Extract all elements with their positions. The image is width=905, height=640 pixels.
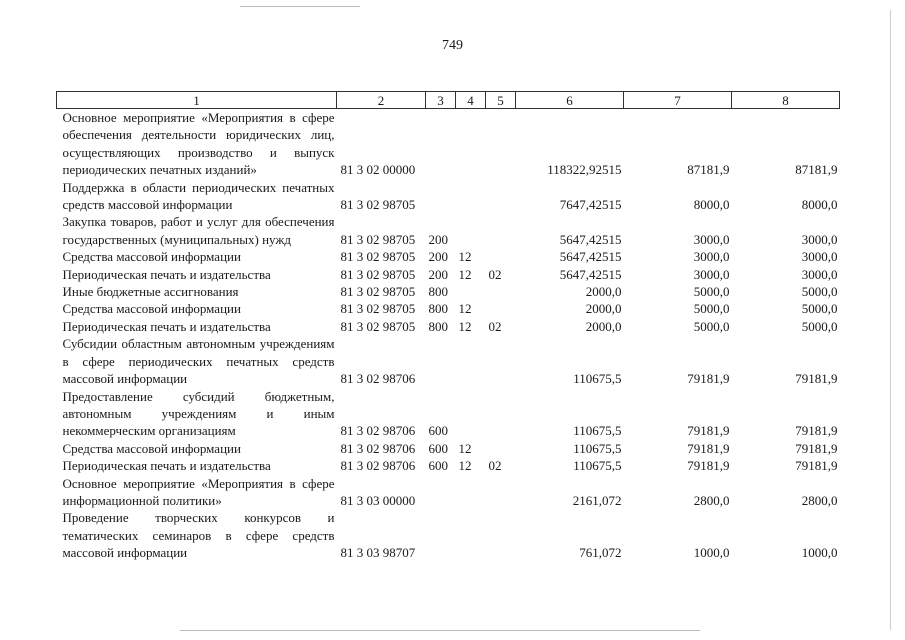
row-section: 12	[458, 458, 472, 474]
table-row	[57, 475, 840, 510]
row-expense-type: 600	[428, 458, 448, 474]
row-subsection: 02	[488, 318, 502, 334]
row-name: Закупка товаров, работ и услуг для обеспечения государственных (муниципальных) нужд	[62, 214, 335, 247]
row-value-col8: 8000,0	[801, 197, 838, 213]
row-name: Средства массовой информации	[62, 249, 241, 265]
row-value-col6: 761,072	[579, 545, 622, 561]
row-code: 81 3 02 98705	[340, 266, 416, 282]
row-value-col6: 5647,42515	[559, 266, 622, 282]
row-expense-type	[426, 475, 456, 510]
row-section	[456, 335, 486, 387]
table-row	[57, 440, 840, 457]
row-subsection	[486, 335, 516, 387]
table-row	[57, 179, 840, 214]
header-col-1: 1	[57, 92, 337, 109]
scan-artifact-bottom	[180, 630, 700, 631]
row-value-col7: 5000,0	[693, 284, 730, 300]
row-expense-type: 200	[428, 266, 448, 282]
row-section	[456, 475, 486, 510]
table-row	[57, 457, 840, 474]
table-header	[57, 92, 840, 109]
header-col-3: 3	[426, 92, 456, 109]
budget-table	[56, 91, 840, 562]
row-value-col6: 110675,5	[573, 371, 622, 387]
header-col-2: 2	[337, 92, 426, 109]
row-subsection	[486, 388, 516, 440]
row-name: Периодическая печать и издательства	[62, 266, 271, 282]
row-value-col6: 2000,0	[585, 284, 622, 300]
row-value-col8: 5000,0	[801, 318, 838, 334]
table-row	[57, 283, 840, 300]
row-value-col8: 1000,0	[801, 545, 838, 561]
row-code: 81 3 02 98705	[340, 318, 416, 334]
row-value-col7: 3000,0	[693, 249, 730, 265]
row-subsection	[486, 509, 516, 561]
row-subsection	[486, 213, 516, 248]
row-section	[456, 283, 486, 300]
row-subsection	[486, 283, 516, 300]
table-body	[57, 109, 840, 562]
table-row	[57, 248, 840, 265]
row-name: Основное мероприятие «Мероприятия в сфере информационной политики»	[62, 475, 335, 508]
row-expense-type: 600	[428, 440, 448, 456]
row-expense-type: 800	[428, 284, 448, 300]
row-value-col6: 7647,42515	[559, 197, 622, 213]
row-name: Периодическая печать и издательства	[62, 458, 271, 474]
row-section: 12	[458, 301, 472, 317]
table-row	[57, 388, 840, 440]
row-expense-type: 200	[428, 231, 448, 247]
row-code: 81 3 02 00000	[340, 162, 416, 178]
row-value-col7: 2800,0	[693, 492, 730, 508]
row-code: 81 3 02 98705	[340, 231, 416, 247]
row-name: Иные бюджетные ассигнования	[62, 284, 239, 300]
table-row	[57, 335, 840, 387]
row-code: 81 3 02 98706	[340, 423, 416, 439]
row-value-col7: 5000,0	[693, 318, 730, 334]
row-name: Основное мероприятие «Мероприятия в сфере обеспечения деятельности юридических лиц, осуществляющих производство и выпуск периодических печатных изданий»	[62, 110, 335, 178]
header-col-6: 6	[516, 92, 624, 109]
row-value-col6: 2000,0	[585, 318, 622, 334]
row-subsection	[486, 300, 516, 317]
row-value-col6: 110675,5	[573, 458, 622, 474]
table-row	[57, 318, 840, 335]
row-value-col7: 3000,0	[693, 266, 730, 282]
row-code: 81 3 02 98706	[340, 458, 416, 474]
row-expense-type	[426, 509, 456, 561]
scan-margin-line	[890, 10, 891, 630]
row-expense-type: 800	[428, 318, 448, 334]
table-row	[57, 509, 840, 561]
row-value-col7: 5000,0	[693, 301, 730, 317]
row-section: 12	[458, 249, 472, 265]
row-code: 81 3 02 98706	[340, 440, 416, 456]
row-name: Субсидии областным автономным учреждениям в сфере периодических печатных средств массовой информации	[62, 336, 335, 387]
table-row	[57, 266, 840, 283]
row-value-col7: 1000,0	[693, 545, 730, 561]
row-code: 81 3 02 98705	[340, 249, 416, 265]
row-value-col8: 79181,9	[795, 371, 838, 387]
row-code: 81 3 02 98705	[340, 284, 416, 300]
row-name: Проведение творческих конкурсов и тематических семинаров в сфере средств массовой информации	[62, 510, 335, 561]
row-name: Предоставление субсидий бюджетным, автономным учреждениям и иным некоммерческим организациям	[62, 388, 335, 439]
page-number: 749	[442, 38, 463, 53]
row-value-col8: 79181,9	[795, 458, 838, 474]
row-expense-type: 800	[428, 301, 448, 317]
row-value-col8: 5000,0	[801, 284, 838, 300]
header-col-8: 8	[732, 92, 840, 109]
row-section	[456, 388, 486, 440]
row-subsection	[486, 440, 516, 457]
row-code: 81 3 03 00000	[340, 492, 416, 508]
header-col-5: 5	[486, 92, 516, 109]
row-section	[456, 509, 486, 561]
table-row	[57, 300, 840, 317]
row-subsection	[486, 109, 516, 179]
row-value-col8: 79181,9	[795, 423, 838, 439]
row-value-col7: 79181,9	[687, 423, 730, 439]
row-code: 81 3 02 98706	[340, 371, 416, 387]
row-value-col7: 79181,9	[687, 371, 730, 387]
row-expense-type: 200	[428, 249, 448, 265]
row-section: 12	[458, 266, 472, 282]
row-expense-type: 600	[428, 423, 448, 439]
row-value-col6: 2000,0	[585, 301, 622, 317]
row-value-col6: 110675,5	[573, 440, 622, 456]
row-section: 12	[458, 440, 472, 456]
row-value-col6: 110675,5	[573, 423, 622, 439]
row-subsection: 02	[488, 458, 502, 474]
table-row	[57, 109, 840, 179]
row-value-col7: 87181,9	[687, 162, 730, 178]
row-value-col8: 87181,9	[795, 162, 838, 178]
row-section: 12	[458, 318, 472, 334]
row-value-col6: 5647,42515	[559, 231, 622, 247]
row-code: 81 3 02 98705	[340, 301, 416, 317]
row-subsection	[486, 475, 516, 510]
row-value-col7: 3000,0	[693, 231, 730, 247]
row-value-col8: 2800,0	[801, 492, 838, 508]
row-section	[456, 179, 486, 214]
row-value-col6: 2161,072	[572, 492, 622, 508]
table-row	[57, 213, 840, 248]
row-value-col8: 5000,0	[801, 301, 838, 317]
row-value-col6: 118322,92515	[547, 162, 622, 178]
header-col-7: 7	[624, 92, 732, 109]
row-value-col8: 3000,0	[801, 249, 838, 265]
row-name: Поддержка в области периодических печатных средств массовой информации	[62, 179, 335, 213]
row-section	[456, 213, 486, 248]
row-value-col7: 8000,0	[693, 197, 730, 213]
row-name: Периодическая печать и издательства	[62, 318, 271, 334]
row-subsection	[486, 179, 516, 214]
scan-artifact-top	[240, 6, 360, 7]
row-value-col8: 79181,9	[795, 440, 838, 456]
row-expense-type	[426, 109, 456, 179]
row-code: 81 3 02 98705	[340, 197, 416, 213]
row-section	[456, 109, 486, 179]
row-expense-type	[426, 335, 456, 387]
row-value-col7: 79181,9	[687, 458, 730, 474]
row-name: Средства массовой информации	[62, 440, 241, 456]
header-col-4: 4	[456, 92, 486, 109]
row-value-col8: 3000,0	[801, 266, 838, 282]
row-subsection: 02	[488, 266, 502, 282]
row-value-col8: 3000,0	[801, 231, 838, 247]
row-value-col7: 79181,9	[687, 440, 730, 456]
row-expense-type	[426, 179, 456, 214]
row-value-col6: 5647,42515	[559, 249, 622, 265]
row-name: Средства массовой информации	[62, 301, 241, 317]
row-subsection	[486, 248, 516, 265]
row-code: 81 3 03 98707	[340, 545, 416, 561]
